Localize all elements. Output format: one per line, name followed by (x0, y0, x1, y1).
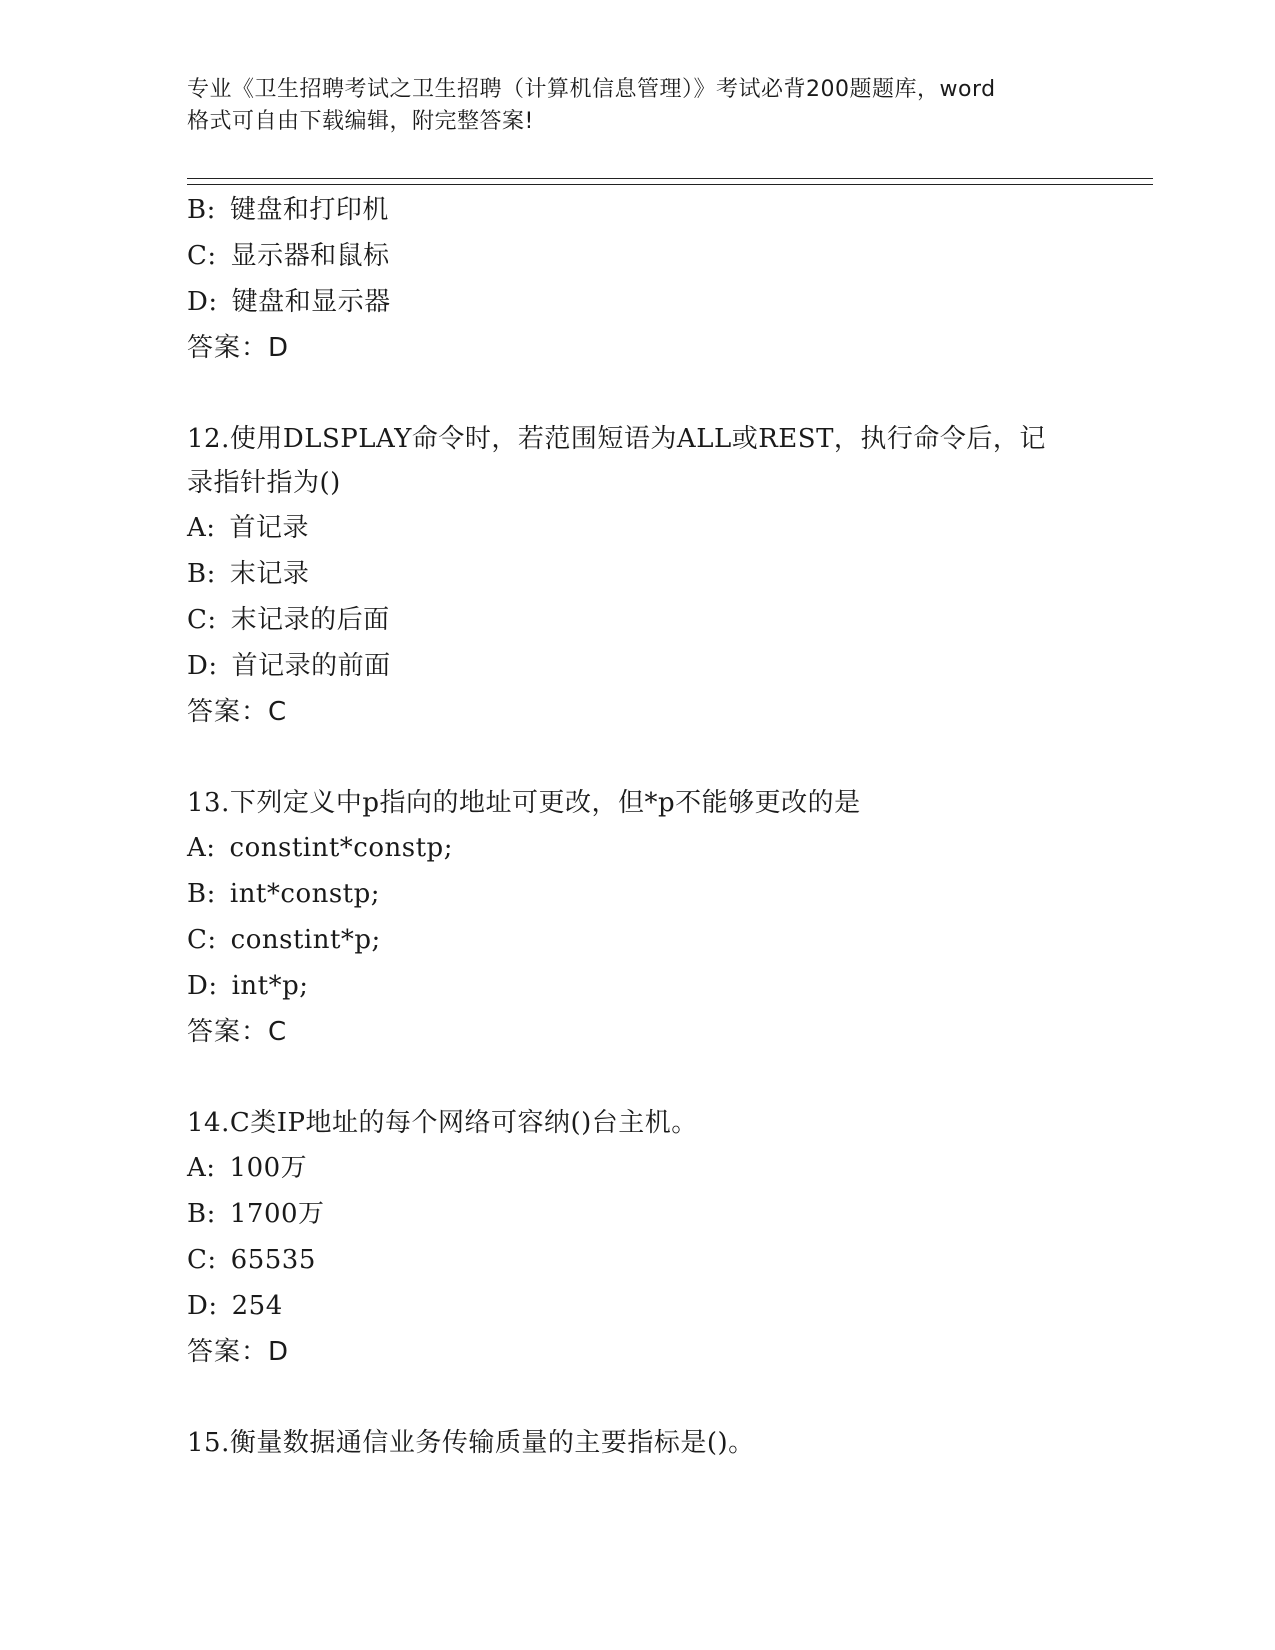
question-11-continuation (187, 187, 1137, 371)
header-divider-bottom (187, 184, 1153, 185)
option-b: B: int*constp; (187, 879, 381, 909)
question-stem: 12.使用DLSPLAY命令时，若范围短语为ALL或REST，执行命令后，记 录指针指为() (187, 424, 1046, 498)
question-13 (187, 781, 1137, 1055)
document-header (187, 74, 1087, 138)
question-list (187, 187, 1137, 1465)
answer-line: 答案：C (187, 1017, 288, 1047)
option-a: A: constint*constp; (187, 833, 453, 863)
question-12 (187, 417, 1137, 735)
option-d: D: int*p; (187, 971, 309, 1001)
answer-line: 答案：D (187, 1337, 290, 1367)
option-c: C: 65535 (187, 1245, 316, 1275)
answer-line: 答案：D (187, 333, 290, 363)
option-d: D: 键盘和显示器 (187, 287, 391, 317)
question-stem: 15.衡量数据通信业务传输质量的主要指标是()。 (187, 1428, 755, 1458)
option-a: A: 首记录 (187, 513, 310, 543)
question-stem: 14.C类IP地址的每个网络可容纳()台主机。 (187, 1108, 698, 1138)
option-b: B: 末记录 (187, 559, 310, 589)
option-d: D: 首记录的前面 (187, 651, 391, 681)
header-line-2: 格式可自由下载编辑，附完整答案! (187, 109, 534, 134)
option-c: C: constint*p; (187, 925, 381, 955)
option-d: D: 254 (187, 1291, 283, 1321)
header-line-1: 专业《卫生招聘考试之卫生招聘（计算机信息管理）》考试必背200题题库，word (187, 77, 996, 102)
option-b: B: 1700万 (187, 1199, 325, 1229)
answer-line: 答案：C (187, 697, 288, 727)
question-stem: 13.下列定义中p指向的地址可更改，但*p不能够更改的是 (187, 788, 861, 818)
question-15 (187, 1421, 1137, 1465)
option-c: C: 显示器和鼠标 (187, 241, 390, 271)
header-divider-top (187, 178, 1153, 179)
option-b: B: 键盘和打印机 (187, 195, 389, 225)
question-14 (187, 1101, 1137, 1375)
option-a: A: 100万 (187, 1153, 308, 1183)
option-c: C: 末记录的后面 (187, 605, 390, 635)
